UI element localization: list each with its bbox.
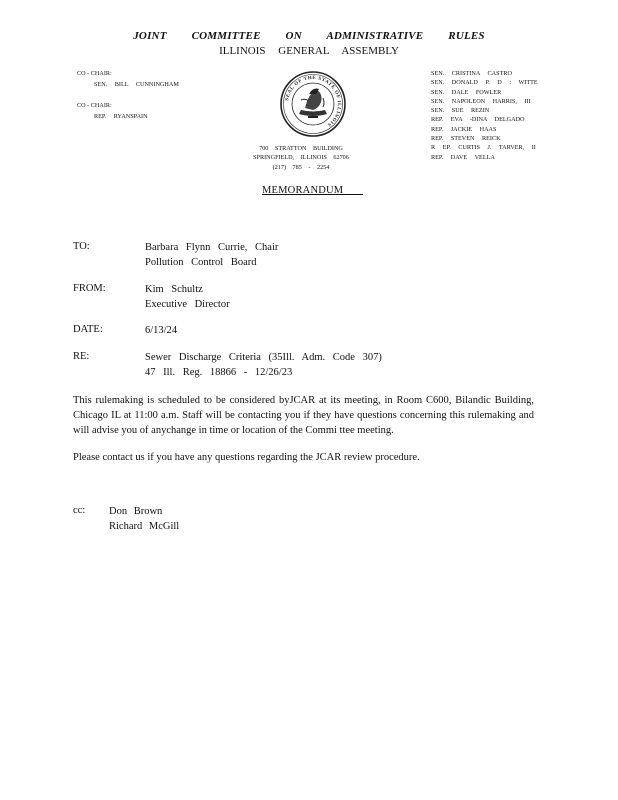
- member-3: SEN. DALE FOWLER: [431, 88, 502, 96]
- cochair-name-2: REP. RYANSPAIN: [94, 113, 148, 120]
- to-value: [145, 241, 278, 270]
- cc-recipient-2: Richard McGill: [109, 520, 180, 532]
- cc-recipient-1: Don Brown: [109, 506, 163, 517]
- from-line-1: Kim Schultz: [145, 284, 203, 295]
- cochair-name-1: SEN. BILL CUNNINGHAM: [94, 81, 179, 88]
- date-label: DATE:: [73, 324, 103, 335]
- to-label: TO:: [73, 241, 90, 252]
- state-seal-icon: [279, 70, 347, 138]
- from-value: [145, 283, 230, 312]
- cc-label: cc:: [73, 505, 86, 516]
- member-9: R EP. CURTIS J. TARVER, II: [431, 144, 536, 152]
- address-line-2: SPRINGFIELD, ILLINOIS 62706: [253, 154, 349, 162]
- member-1: SEN. CRISTINA CASTRO: [431, 70, 512, 77]
- to-line-1: Barbara Flynn Currie, Chair: [145, 242, 279, 253]
- date-value: 6/13/24: [145, 325, 178, 336]
- re-value: [145, 351, 382, 380]
- to-line-2: Pollution Control Board: [145, 256, 257, 268]
- from-label: FROM:: [73, 283, 106, 294]
- member-8: REP. STEVEN REICK: [431, 135, 501, 143]
- memo-title: MEMORANDUM: [262, 185, 344, 196]
- re-line-1: Sewer Discharge Criteria (35Ill. Adm. Code 307): [145, 352, 382, 363]
- member-7: REP. JACKIE HAAS: [431, 125, 497, 133]
- address-block: [0, 144, 610, 172]
- cochair-label-2: CO - CHAIR:: [77, 102, 112, 109]
- re-line-2: 47 Ill. Reg. 18866 - 12/26/23: [145, 366, 293, 378]
- address-line-1: 700 STRATTON BUILDING: [259, 145, 343, 152]
- member-10: REP. DAVE VELLA: [431, 153, 495, 161]
- member-4: SEN. NAPOLEON HARRIS, III: [431, 97, 531, 105]
- member-5: SEN. SUE REZIN: [431, 107, 490, 115]
- member-6: REP. EVA -DINA DELGADO: [431, 116, 525, 124]
- re-label: RE:: [73, 351, 90, 362]
- from-line-2: Executive Director: [145, 298, 230, 310]
- cochair-label-1: CO - CHAIR:: [77, 70, 112, 77]
- cc-recipients: [109, 505, 179, 534]
- memo-body-paragraph-1: This rulemaking is scheduled to be considered byJCAR at its meeting, in Room C600, Bilandic Building, Chicago IL at 11:00 a.m. Staff will be contacting you if they have questions concerning this rulemaking and will advise you of anychange in time or location of the Commi ttee meeting.: [73, 395, 534, 436]
- svg-text:SEAL OF THE STATE OF ILLINOIS: SEAL OF THE STATE OF ILLINOIS: [285, 75, 342, 128]
- member-2: SEN. DONALD P. D : WITTE: [431, 79, 538, 87]
- memo-body-paragraph-2: Please contact us if you have any questions regarding the JCAR review procedure.: [73, 452, 420, 463]
- assembly-subtitle: ILLINOIS GENERAL ASSEMBLY: [219, 45, 399, 57]
- committee-title: JOINT COMMITTEE ON ADMINISTRATIVE RULES: [133, 30, 485, 42]
- address-line-3: (217) 785 - 2254: [272, 163, 330, 171]
